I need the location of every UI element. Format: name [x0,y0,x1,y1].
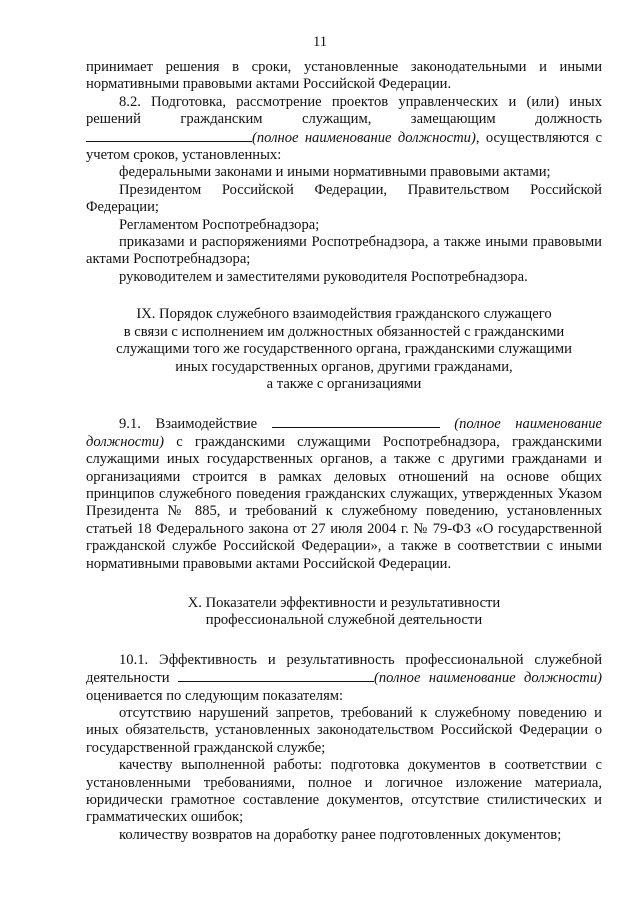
page-number: 11 [312,34,328,50]
list-item: качеству выполненной работы: подготовка документов в соответствии с установленными требованиями, полное и логичное изложение материала, юридически грамотное составление документов, отсутствие стилистических и грамматических ошибок; [86,757,602,826]
paragraph-9-1 [86,415,602,573]
position-placeholder: (полное наименование должности) [86,416,603,450]
list-item: отсутствию нарушений запретов, требований к служебному поведению и иных обязательств, установленных законодательством Российской Федерации о государственной гражданской службе; [86,705,602,756]
heading-line: иных государственных органов, другими гражданами, [175,358,513,375]
list-item: количеству возвратов на доработку ранее подготовленных документов; [119,826,562,843]
paragraph-10-1-text: 10.1. Эффективность и результативность профессиональной служебной деятельности [86,651,602,687]
paragraph-10-1-end: оценивается по следующим показателям: [86,687,344,704]
position-blank-line [86,129,252,142]
heading-line: профессиональной служебной деятельности [205,612,483,629]
paragraph-8-2 [86,94,602,165]
section-heading-ix [86,306,602,393]
heading-line: IX. Порядок служебного взаимодействия гражданского служащего [136,306,552,323]
list-item: руководителем и заместителями руководителя Роспотребнадзора. [119,268,528,285]
paragraph-10-1 [86,652,602,705]
paragraph-8-2-end: , осуществляются с учетом сроков, установленных: [86,129,602,164]
position-placeholder: (полное наименование должности) [252,129,476,146]
heading-line: служащими того же государственного органа, гражданскими служащими [116,341,572,358]
list-item: федеральными законами и иными нормативными правовыми актами; [119,164,551,181]
paragraph-continuation: принимает решения в сроки, установленные законодательными и иными нормативными правовыми актами Российской Федерации. [86,59,602,93]
list-item: Президентом Российской Федерации, Правительством Российской Федерации; [86,181,602,216]
paragraph-9-1-end: с гражданскими служащими Роспотребнадзора, гражданскими служащими иных государственных органов, а также с другими гражданами и организациями строится в рамках деловых отношений на основе общих принципов служебного поведения гражданских служащих, утвержденных Указом Президента № 885, и требований к служебному поведению, установленных статьей 18 Федерального закона от 27 июля 2004 г. № 79-ФЗ «О государственной гражданской службе Российской Федерации», а также в соответствии с иными нормативными правовыми актами Российской Федерации. [86,433,602,572]
heading-line: а также с организациями [266,375,422,392]
position-placeholder: (полное наименование должности) [373,670,602,687]
list-item: Регламентом Роспотребнадзора; [119,216,320,233]
position-blank-line [272,415,440,428]
list-item: приказами и распоряжениями Роспотребнадзора, а также иными правовыми актами Роспотребнадзора; [86,234,602,268]
document-body [86,59,602,844]
paragraph-9-1-text: 9.1. Взаимодействие [119,416,258,433]
paragraph-8-2-text: 8.2. Подготовка, рассмотрение проектов управленческих и (или) иных решений гражданским служащим, замещающим должность [86,93,602,128]
section-heading-x [86,595,602,630]
heading-line: X. Показатели эффективности и результативности [187,594,501,611]
position-blank-line [178,669,374,682]
heading-line: в связи с исполнением им должностных обязанностей с гражданскими [123,323,565,340]
